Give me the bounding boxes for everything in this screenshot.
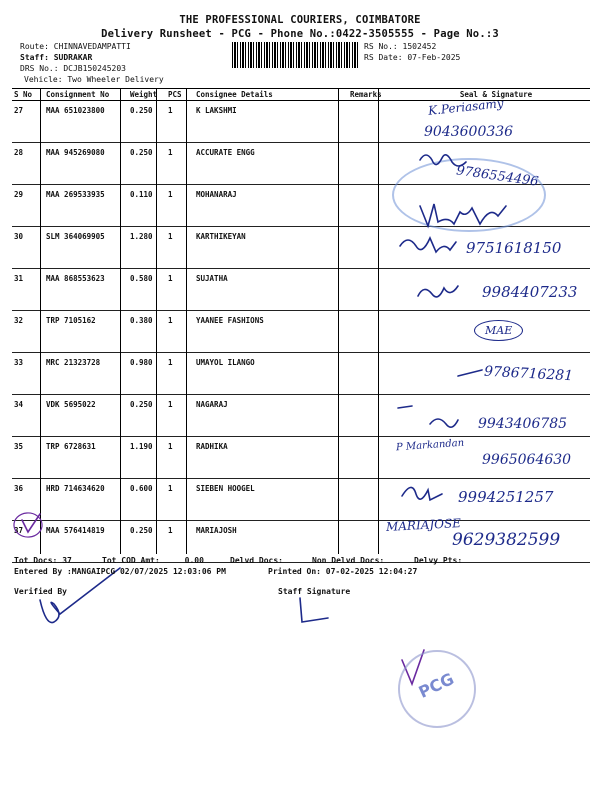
rs-date-label: RS Date: bbox=[364, 53, 403, 62]
entered-by-text: Entered By :MANGAIPCG 02/07/2025 12:03:06 PM bbox=[14, 567, 226, 576]
cell-consignment: TRP 7105162 bbox=[44, 311, 128, 353]
sig-35-name: P Markandan bbox=[395, 437, 465, 454]
pcg-stamp-text: PCG bbox=[415, 669, 457, 702]
cell-consignment: TRP 6728631 bbox=[44, 437, 128, 479]
cell-consignee: SIEBEN HOOGEL bbox=[194, 479, 348, 521]
cell-pcs: 1 bbox=[166, 395, 194, 437]
runsheet-title: Delivery Runsheet - PCG - Phone No.:0422-3505555 - Page No.:3 bbox=[101, 28, 499, 40]
drs-label: DRS No.: bbox=[20, 64, 59, 73]
cell-weight: 0.250 bbox=[128, 101, 166, 143]
cod-value: 0.00 bbox=[184, 556, 204, 565]
route-value: CHINNAVEDAMPATTI bbox=[53, 42, 131, 51]
cell-pcs: 1 bbox=[166, 185, 194, 227]
staff-value: SUDRAKAR bbox=[53, 53, 93, 62]
rs-no-value: 1502452 bbox=[402, 42, 437, 51]
cell-consignment: MRC 21323728 bbox=[44, 353, 128, 395]
sig-37-phone: 9629382599 bbox=[452, 530, 561, 550]
cell-sno: 32 bbox=[12, 311, 44, 353]
verified-by-text: Verified By bbox=[14, 587, 67, 596]
sig-27-phone: 9043600336 bbox=[424, 124, 514, 140]
cell-consignee: SUJATHA bbox=[194, 269, 348, 311]
cell-weight: 0.110 bbox=[128, 185, 166, 227]
cell-consignment: MAA 945269080 bbox=[44, 143, 128, 185]
col-weight: Weight bbox=[128, 89, 166, 101]
rs-no-label: RS No.: bbox=[364, 42, 398, 51]
delvd-docs-field bbox=[230, 556, 283, 565]
tot-docs-field bbox=[14, 556, 72, 565]
drs-value: DCJB150245203 bbox=[63, 64, 126, 73]
cell-sno: 29 bbox=[12, 185, 44, 227]
cell-sno: 36 bbox=[12, 479, 44, 521]
non-delvd-docs-label: Non Delvd Docs: bbox=[312, 556, 385, 565]
cell-consignment: MAA 576414819 bbox=[44, 521, 128, 563]
cell-consignment: MAA 868553623 bbox=[44, 269, 128, 311]
cell-weight: 0.980 bbox=[128, 353, 166, 395]
cell-pcs: 1 bbox=[166, 479, 194, 521]
sig-34-phone: 9943406785 bbox=[478, 416, 568, 432]
non-delvd-docs-field bbox=[312, 556, 384, 565]
cell-consignee: KARTHIKEYAN bbox=[194, 227, 348, 269]
cell-consignee: UMAYOL ILANGO bbox=[194, 353, 348, 395]
signature-stroke-28 bbox=[420, 155, 466, 166]
cell-consignment: SLM 364069905 bbox=[44, 227, 128, 269]
staff-signature-label bbox=[278, 587, 350, 596]
delvy-pts-field bbox=[414, 556, 462, 565]
cell-consignment: MAA 269533935 bbox=[44, 185, 128, 227]
col-pcs: PCS bbox=[166, 89, 194, 101]
cell-pcs: 1 bbox=[166, 437, 194, 479]
tot-docs-label: Tot Docs: bbox=[14, 556, 58, 565]
sig-27-name: K.Periasamy bbox=[427, 96, 505, 118]
sig-36-phone: 9994251257 bbox=[458, 488, 554, 506]
cell-consignment: VDK 5695022 bbox=[44, 395, 128, 437]
cell-sno: 27 bbox=[12, 101, 44, 143]
cell-weight: 0.600 bbox=[128, 479, 166, 521]
staff-label: Staff: bbox=[20, 53, 49, 62]
sig-37-name: MARIAJOSE bbox=[385, 516, 462, 534]
signature-stroke-30 bbox=[400, 238, 456, 252]
sig-31-phone: 9984407233 bbox=[482, 283, 578, 301]
rs-date-value: 07-Feb-2025 bbox=[407, 53, 461, 62]
delvd-docs-label: Delvd Docs: bbox=[230, 556, 283, 565]
vehicle-label: Vehicle: bbox=[24, 75, 63, 84]
cell-weight: 0.580 bbox=[128, 269, 166, 311]
cod-field bbox=[102, 556, 204, 565]
cell-consignee: NAGARAJ bbox=[194, 395, 348, 437]
cell-pcs: 1 bbox=[166, 227, 194, 269]
cell-sno: 33 bbox=[12, 353, 44, 395]
col-seal-signature: Seal & Signature bbox=[402, 89, 590, 101]
col-sno: S No bbox=[12, 89, 44, 101]
cell-pcs: 1 bbox=[166, 311, 194, 353]
signature-stroke-36 bbox=[402, 487, 442, 500]
cell-weight: 1.280 bbox=[128, 227, 166, 269]
col-consignee: Consignee Details bbox=[194, 89, 348, 101]
sig-35-phone: 9965064630 bbox=[482, 452, 572, 468]
staff-signature-text: Staff Signature bbox=[278, 587, 351, 596]
cell-sno: 35 bbox=[12, 437, 44, 479]
sig-33-phone: 9786716281 bbox=[483, 363, 574, 385]
cell-weight: 0.250 bbox=[128, 143, 166, 185]
signature-stroke-31 bbox=[418, 286, 458, 297]
verified-by-label bbox=[14, 587, 67, 596]
vehicle-value: Two Wheeler Delivery bbox=[67, 75, 164, 84]
signature-stroke-33 bbox=[458, 370, 482, 376]
cell-consignee: ACCURATE ENGG bbox=[194, 143, 348, 185]
cell-pcs: 1 bbox=[166, 521, 194, 563]
route-label: Route: bbox=[20, 42, 49, 51]
signature-stroke-34 bbox=[398, 406, 458, 427]
cell-consignee: RADHIKA bbox=[194, 437, 348, 479]
cell-sno: 34 bbox=[12, 395, 44, 437]
staff-signature-mark bbox=[300, 598, 328, 622]
col-remarks: Remarks bbox=[348, 89, 402, 101]
cell-pcs: 1 bbox=[166, 353, 194, 395]
cell-consignment: HRD 714634620 bbox=[44, 479, 128, 521]
printed-on-text: Printed On: 07-02-2025 12:04:27 bbox=[268, 567, 418, 576]
delvy-pts-label: Delvy Pts: bbox=[414, 556, 463, 565]
cell-consignee: MOHANARAJ bbox=[194, 185, 348, 227]
cell-pcs: 1 bbox=[166, 269, 194, 311]
cell-pcs: 1 bbox=[166, 143, 194, 185]
cell-consignee: K LAKSHMI bbox=[194, 101, 348, 143]
cell-weight: 1.190 bbox=[128, 437, 166, 479]
cell-sno: 37 bbox=[12, 521, 44, 563]
sig-28-phone: 9786554496 bbox=[455, 163, 540, 190]
cell-weight: 0.250 bbox=[128, 395, 166, 437]
sig-30-phone: 9751618150 bbox=[466, 239, 562, 257]
sig-32-initials: MAE bbox=[474, 320, 523, 341]
cell-weight: 0.380 bbox=[128, 311, 166, 353]
cell-sno: 28 bbox=[12, 143, 44, 185]
company-title: THE PROFESSIONAL COURIERS, COIMBATORE bbox=[179, 14, 421, 26]
signature-stroke-29 bbox=[420, 204, 506, 226]
cell-consignment: MAA 651023800 bbox=[44, 101, 128, 143]
cell-sno: 31 bbox=[12, 269, 44, 311]
cell-consignee: MARIAJOSH bbox=[194, 521, 348, 563]
entered-by bbox=[14, 567, 226, 576]
printed-on bbox=[268, 567, 417, 576]
cell-pcs: 1 bbox=[166, 101, 194, 143]
tot-docs-value: 37 bbox=[62, 556, 72, 565]
cell-weight: 0.250 bbox=[128, 521, 166, 563]
cell-sno: 30 bbox=[12, 227, 44, 269]
col-consignment: Consignment No bbox=[44, 89, 128, 101]
cod-label: Tot COD Amt: bbox=[102, 556, 160, 565]
cell-consignee: YAANEE FASHIONS bbox=[194, 311, 348, 353]
